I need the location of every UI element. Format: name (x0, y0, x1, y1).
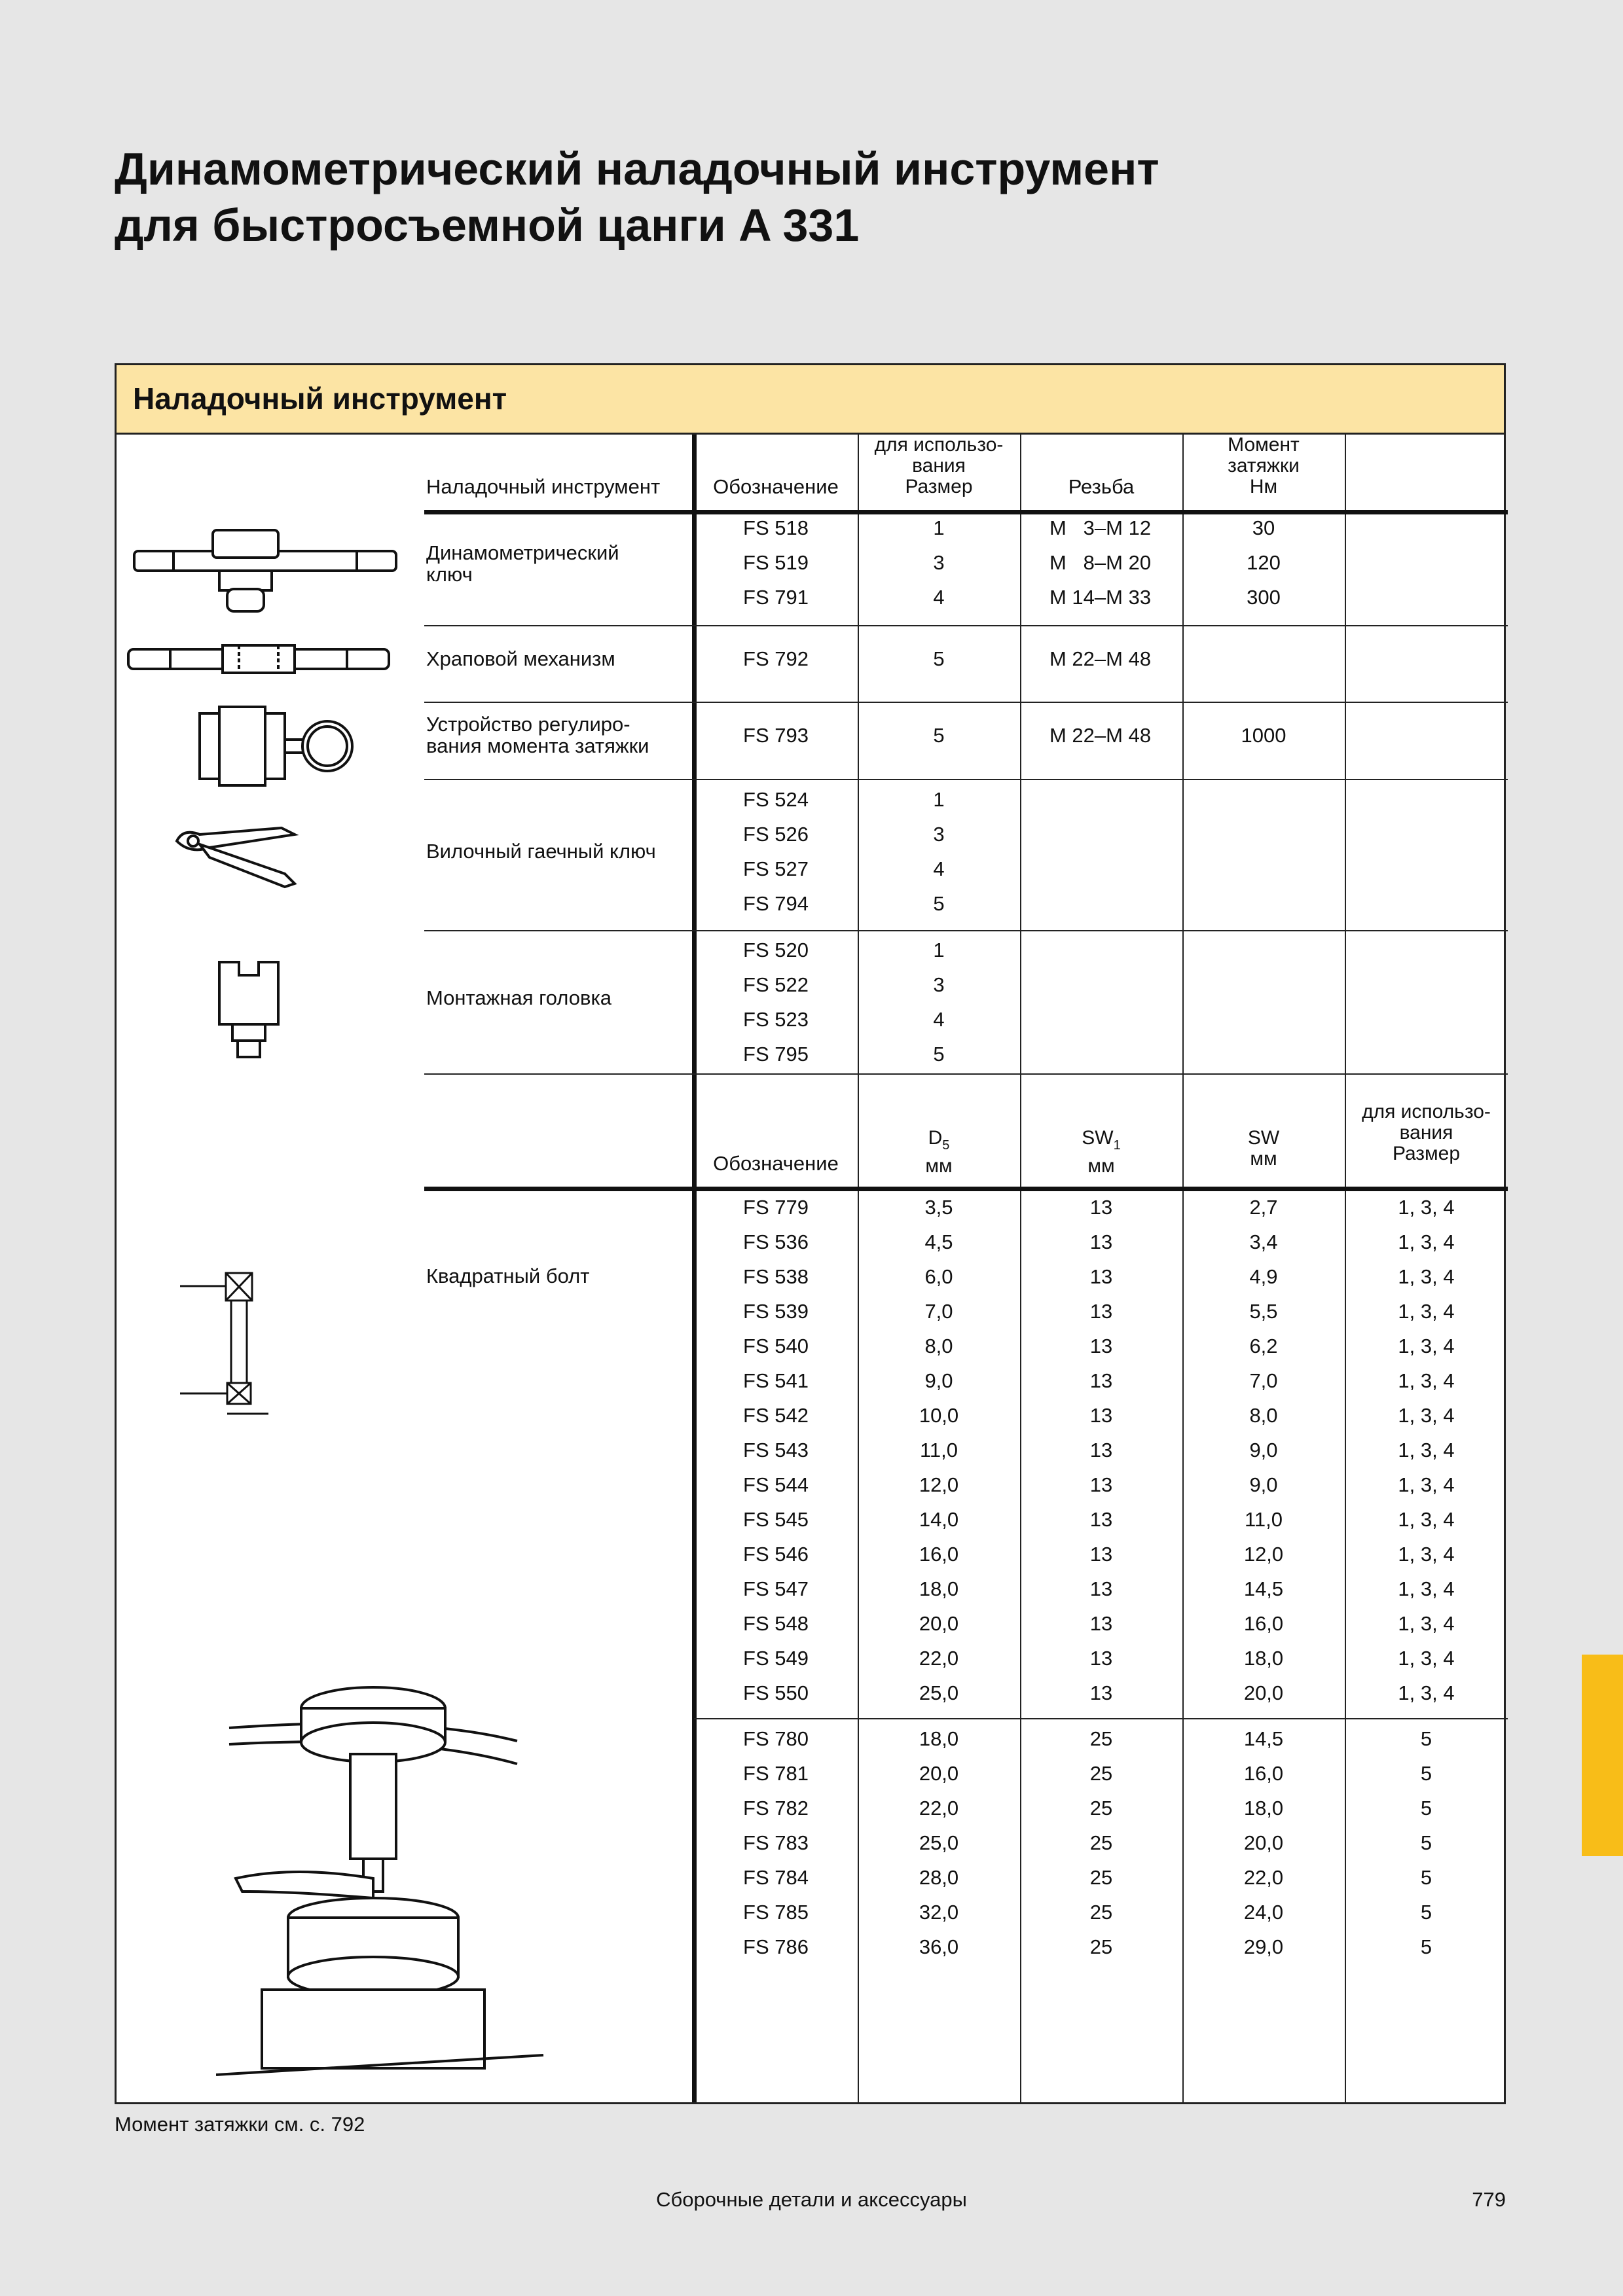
size-cell: 4 (933, 857, 945, 880)
thread-cell: M 22–M 48 (1049, 647, 1152, 670)
usage-size-cell: 5 (1420, 1901, 1432, 1924)
size-cell: 5 (933, 647, 945, 670)
usage-size-cell: 1, 3, 4 (1398, 1681, 1455, 1704)
designation-cell: FS 786 (743, 1935, 809, 1958)
header-thread: Резьба (1068, 475, 1135, 498)
footnote: Момент затяжки см. с. 792 (115, 2113, 365, 2136)
sw1-cell: 25 (1089, 1935, 1113, 1958)
usage-size-cell: 1, 3, 4 (1398, 1196, 1455, 1219)
designation-cell: FS 546 (743, 1543, 809, 1566)
size-cell: 5 (933, 724, 945, 747)
designation-cell: FS 547 (743, 1577, 809, 1600)
sw-cell: 9,0 (1249, 1473, 1278, 1496)
designation-cell: FS 544 (743, 1473, 809, 1496)
d5-cell: 4,5 (924, 1230, 953, 1253)
torque-cell: 120 (1247, 551, 1281, 574)
sw-cell: 20,0 (1243, 1681, 1284, 1704)
header-tool: Наладочный инструмент (426, 475, 661, 498)
sw1-cell: 13 (1089, 1612, 1113, 1635)
usage-size-cell: 1, 3, 4 (1398, 1439, 1455, 1462)
sw1-cell: 25 (1089, 1831, 1113, 1854)
d5-cell: 36,0 (919, 1935, 959, 1958)
tool-name: Вилочный гаечный ключ (426, 840, 656, 863)
sw-cell: 18,0 (1243, 1647, 1284, 1670)
sw1-cell: 13 (1089, 1647, 1113, 1670)
torque-cell: 30 (1252, 516, 1275, 539)
d5-cell: 20,0 (919, 1762, 959, 1785)
designation-cell: FS 538 (743, 1265, 809, 1288)
sw-cell: 4,9 (1249, 1265, 1278, 1288)
page-title-line-1: Динамометрический наладочный инструмент (115, 143, 1159, 194)
tool-name: Динамометрический ключ (426, 541, 619, 586)
usage-size-cell: 1, 3, 4 (1398, 1369, 1455, 1392)
sw-cell: 8,0 (1249, 1404, 1278, 1427)
chapter-tab-marker (1582, 1655, 1623, 1856)
group-separator (424, 1073, 1508, 1075)
sw1-cell: 25 (1089, 1797, 1113, 1820)
sw1-cell: 13 (1089, 1230, 1113, 1253)
sw-cell: 12,0 (1243, 1543, 1284, 1566)
header2-designation: Обозначение (713, 1152, 839, 1175)
header-rule-thick (424, 510, 1508, 514)
designation-cell: FS 519 (743, 551, 809, 574)
torque-wrench-icon (128, 524, 403, 622)
designation-cell: FS 783 (743, 1831, 809, 1854)
tool-name: Храповой механизм (426, 647, 615, 670)
sw-cell: 14,5 (1243, 1577, 1284, 1600)
group-separator (424, 930, 1508, 931)
torque-adjusting-device-icon (193, 704, 363, 792)
usage-size-cell: 1, 3, 4 (1398, 1508, 1455, 1531)
usage-size-cell: 1, 3, 4 (1398, 1473, 1455, 1496)
size-cell: 1 (933, 788, 945, 811)
d5-cell: 16,0 (919, 1543, 959, 1566)
sw1-cell: 13 (1089, 1369, 1113, 1392)
designation-cell: FS 536 (743, 1230, 809, 1253)
page-title-line-2: для быстросъемной цанги A 331 (115, 200, 860, 251)
d5-cell: 18,0 (919, 1727, 959, 1750)
d5-cell: 11,0 (919, 1439, 958, 1462)
d5-cell: 22,0 (919, 1797, 959, 1820)
designation-cell: FS 793 (743, 724, 809, 747)
designation-cell: FS 549 (743, 1647, 809, 1670)
group-separator (424, 779, 1508, 780)
sw1-cell: 25 (1089, 1762, 1113, 1785)
designation-cell: FS 548 (743, 1612, 809, 1635)
sw1-cell: 13 (1089, 1577, 1113, 1600)
usage-size-cell: 5 (1420, 1831, 1432, 1854)
d5-cell: 22,0 (919, 1647, 959, 1670)
d5-cell: 25,0 (919, 1831, 959, 1854)
tool-name: Монтажная головка (426, 986, 611, 1009)
designation-cell: FS 784 (743, 1866, 809, 1889)
designation-cell: FS 795 (743, 1043, 809, 1066)
size-cell: 3 (933, 551, 945, 574)
size-cell: 5 (933, 892, 945, 915)
usage-size-cell: 5 (1420, 1935, 1432, 1958)
designation-cell: FS 522 (743, 973, 809, 996)
designation-cell: FS 520 (743, 939, 809, 961)
d5-cell: 14,0 (919, 1508, 959, 1531)
usage-size-cell: 1, 3, 4 (1398, 1647, 1455, 1670)
sw-cell: 9,0 (1249, 1439, 1278, 1462)
header2-d5: $D_5$ мм (925, 1127, 953, 1177)
usage-size-cell: 1, 3, 4 (1398, 1230, 1455, 1253)
designation-cell: FS 539 (743, 1300, 809, 1323)
section-header (117, 365, 1504, 435)
sw-cell: 3,4 (1249, 1230, 1278, 1253)
usage-size-cell: 1, 3, 4 (1398, 1543, 1455, 1566)
mounting-head-icon (213, 959, 285, 1060)
sw-cell: 22,0 (1243, 1866, 1284, 1889)
square-bolt-drawing (173, 1266, 272, 1430)
d5-cell: 18,0 (919, 1577, 959, 1600)
usage-size-cell: 1, 3, 4 (1398, 1577, 1455, 1600)
usage-size-cell: 1, 3, 4 (1398, 1335, 1455, 1357)
sw-cell: 16,0 (1243, 1612, 1284, 1635)
sw1-cell: 13 (1089, 1439, 1113, 1462)
designation-cell: FS 550 (743, 1681, 809, 1704)
designation-cell: FS 540 (743, 1335, 809, 1357)
thread-cell: M 14–M 33 (1049, 586, 1152, 609)
d5-cell: 10,0 (919, 1404, 959, 1427)
sw-cell: 7,0 (1249, 1369, 1278, 1392)
sw-cell: 18,0 (1243, 1797, 1284, 1820)
designation-cell: FS 545 (743, 1508, 809, 1531)
usage-size-cell: 5 (1420, 1866, 1432, 1889)
size-cell: 1 (933, 939, 945, 961)
d5-cell: 25,0 (919, 1681, 959, 1704)
thread-cell: M 8–M 20 (1049, 551, 1152, 574)
sw-cell: 24,0 (1243, 1901, 1284, 1924)
sw1-cell: 13 (1089, 1196, 1113, 1219)
usage-size-cell: 1, 3, 4 (1398, 1404, 1455, 1427)
d5-cell: 7,0 (924, 1300, 953, 1323)
thread-cell: M 3–M 12 (1049, 516, 1152, 539)
torque-cell: 1000 (1241, 724, 1286, 747)
d5-cell: 20,0 (919, 1612, 959, 1635)
sw-cell: 2,7 (1249, 1196, 1278, 1219)
sw1-cell: 13 (1089, 1681, 1113, 1704)
size-cell: 4 (933, 1008, 945, 1031)
size-cell: 1 (933, 516, 945, 539)
usage-size-cell: 5 (1420, 1797, 1432, 1820)
header2-sw: SW мм (1247, 1127, 1280, 1170)
designation-cell: FS 543 (743, 1439, 809, 1462)
sw1-cell: 13 (1089, 1473, 1113, 1496)
d5-cell: 28,0 (919, 1866, 959, 1889)
sw-cell: 6,2 (1249, 1335, 1278, 1357)
size-cell: 3 (933, 823, 945, 846)
designation-cell: FS 526 (743, 823, 809, 846)
usage-size-cell: 1, 3, 4 (1398, 1612, 1455, 1635)
d5-cell: 32,0 (919, 1901, 959, 1924)
sw-cell: 16,0 (1243, 1762, 1284, 1785)
page-title (115, 141, 1159, 253)
header2-sw1: $SW_1$ мм (1082, 1127, 1121, 1177)
thread-cell: M 22–M 48 (1049, 724, 1152, 747)
sw1-cell: 13 (1089, 1335, 1113, 1357)
designation-cell: FS 792 (743, 647, 809, 670)
header2-size: для использо- вания Размер (1362, 1101, 1491, 1164)
sw1-cell: 13 (1089, 1265, 1113, 1288)
group-separator (424, 625, 1508, 626)
size-cell: 3 (933, 973, 945, 996)
size-cell: 4 (933, 586, 945, 609)
torque-cell: 300 (1247, 586, 1281, 609)
sw1-cell: 25 (1089, 1901, 1113, 1924)
fork-wrench-icon (170, 821, 308, 893)
usage-size-cell: 1, 3, 4 (1398, 1300, 1455, 1323)
group-separator (424, 702, 1508, 703)
designation-cell: FS 780 (743, 1727, 809, 1750)
header-designation: Обозначение (713, 475, 839, 498)
bolt-group-separator (694, 1718, 1508, 1719)
designation-cell: FS 523 (743, 1008, 809, 1031)
designation-cell: FS 527 (743, 857, 809, 880)
designation-cell: FS 541 (743, 1369, 809, 1392)
sw1-cell: 13 (1089, 1543, 1113, 1566)
section-heading: Наладочный инструмент (133, 382, 507, 416)
sw1-cell: 25 (1089, 1727, 1113, 1750)
designation-cell: FS 542 (743, 1404, 809, 1427)
size-cell: 5 (933, 1043, 945, 1066)
d5-cell: 9,0 (924, 1369, 953, 1392)
designation-cell: FS 524 (743, 788, 809, 811)
sw1-cell: 13 (1089, 1404, 1113, 1427)
usage-size-cell: 5 (1420, 1727, 1432, 1750)
page-number: 779 (1472, 2188, 1506, 2211)
header-torque: Момент затяжки Нм (1228, 434, 1300, 497)
d5-cell: 12,0 (919, 1473, 959, 1496)
footer-section-name: Сборочные детали и аксессуары (656, 2188, 967, 2211)
designation-cell: FS 785 (743, 1901, 809, 1924)
sw-cell: 14,5 (1243, 1727, 1284, 1750)
sw-cell: 11,0 (1244, 1508, 1283, 1531)
sw1-cell: 25 (1089, 1866, 1113, 1889)
usage-size-cell: 5 (1420, 1762, 1432, 1785)
ratchet-icon (124, 641, 393, 681)
d5-cell: 6,0 (924, 1265, 953, 1288)
sw1-cell: 13 (1089, 1508, 1113, 1531)
sw1-cell: 13 (1089, 1300, 1113, 1323)
sw-cell: 5,5 (1249, 1300, 1278, 1323)
designation-cell: FS 791 (743, 586, 809, 609)
sw-cell: 29,0 (1243, 1935, 1284, 1958)
sw-cell: 20,0 (1243, 1831, 1284, 1854)
assembly-drawing (216, 1682, 701, 2088)
designation-cell: FS 782 (743, 1797, 809, 1820)
designation-cell: FS 781 (743, 1762, 809, 1785)
usage-size-cell: 1, 3, 4 (1398, 1265, 1455, 1288)
d5-cell: 8,0 (924, 1335, 953, 1357)
d5-cell: 3,5 (924, 1196, 953, 1219)
tool-name: Устройство регулиро- вания момента затяжки (426, 713, 649, 757)
designation-cell: FS 518 (743, 516, 809, 539)
header-size: для использо- вания Размер (874, 434, 1004, 497)
designation-cell: FS 794 (743, 892, 809, 915)
header2-rule-thick (424, 1187, 1508, 1191)
tool-name-square-bolt: Квадратный болт (426, 1265, 590, 1287)
designation-cell: FS 779 (743, 1196, 809, 1219)
